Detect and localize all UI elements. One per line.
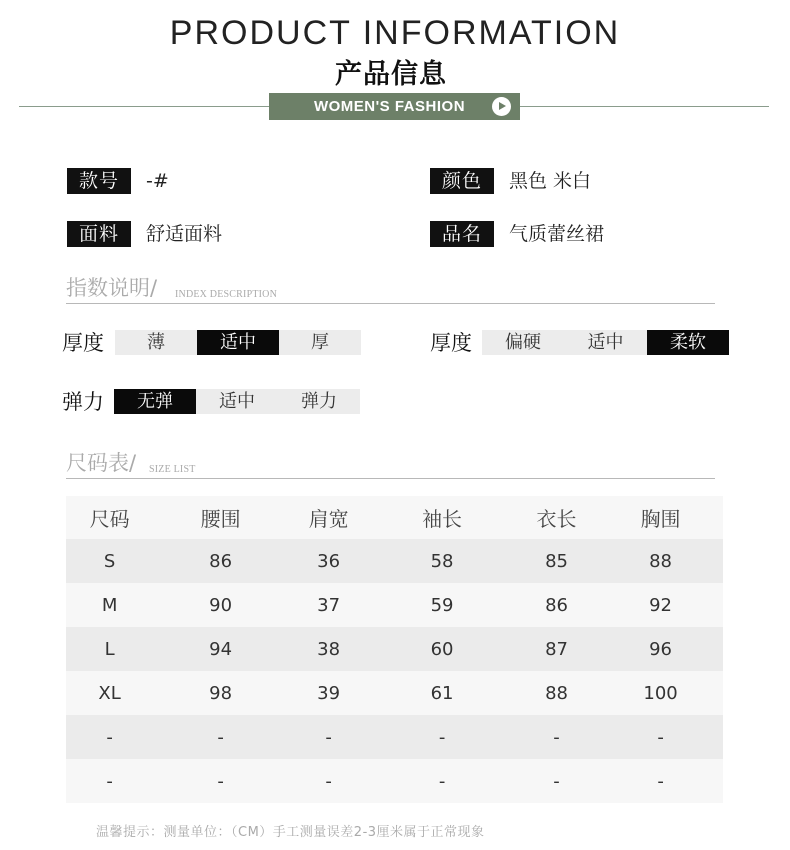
- table-cell: -: [106, 726, 113, 748]
- softness-option-medium: 适中: [564, 330, 647, 355]
- table-row: [66, 627, 723, 671]
- table-row: [66, 539, 723, 583]
- table-cell: 94: [209, 638, 233, 660]
- table-cell: 58: [430, 550, 454, 572]
- size-table: [66, 496, 723, 803]
- banner-label: WOMEN'S FASHION: [313, 98, 466, 115]
- fabric-value: 舒适面料: [146, 223, 223, 245]
- table-cell: 96: [649, 638, 673, 660]
- table-cell: 88: [545, 682, 568, 704]
- table-cell: 88: [649, 550, 673, 572]
- size-section-heading: [66, 453, 715, 479]
- table-row: [66, 759, 723, 803]
- measurement-note: 温馨提示：测量单位：（CM）手工测量误差2-3厘米属于正常现象: [96, 825, 485, 840]
- table-cell: 90: [209, 594, 233, 616]
- table-cell: -: [553, 726, 560, 748]
- softness-option-soft-selected: 柔软: [647, 330, 729, 355]
- softness-label: 厚度: [430, 331, 472, 355]
- thickness-option-thick: 厚: [279, 330, 361, 355]
- fabric-label: 面料: [67, 221, 131, 247]
- table-cell: 37: [317, 594, 341, 616]
- page-title-cn: 产品信息: [335, 59, 447, 90]
- column-header: 衣长: [536, 507, 577, 531]
- elasticity-option-stretch: 弹力: [278, 389, 360, 414]
- table-row: [66, 671, 723, 715]
- table-cell: -: [325, 726, 332, 748]
- table-cell: -: [657, 770, 664, 792]
- thickness-label: 厚度: [62, 331, 104, 355]
- size-heading-cn: 尺码表/: [66, 451, 137, 475]
- column-header: 尺码: [89, 507, 130, 531]
- table-cell: 38: [317, 638, 341, 660]
- table-cell: 100: [643, 682, 678, 704]
- style-no-label: 款号: [67, 168, 131, 194]
- table-cell: -: [325, 770, 332, 792]
- column-header: 胸围: [640, 507, 681, 531]
- table-cell: 86: [545, 594, 568, 616]
- table-cell: M: [101, 594, 118, 616]
- table-cell: S: [103, 550, 116, 572]
- page-title-en: PRODUCT INFORMATION: [169, 14, 621, 52]
- style-no-value: -#: [146, 170, 169, 192]
- softness-option-hard: 偏硬: [482, 330, 564, 355]
- table-cell: -: [553, 770, 560, 792]
- product-name-value: 气质蕾丝裙: [509, 223, 605, 245]
- table-cell: -: [438, 726, 446, 748]
- table-cell: 86: [209, 550, 233, 572]
- table-cell: -: [438, 770, 446, 792]
- table-cell: L: [104, 638, 115, 660]
- table-row: [66, 583, 723, 627]
- table-row: [66, 715, 723, 759]
- elasticity-label: 弹力: [62, 390, 104, 414]
- column-header: 肩宽: [308, 507, 349, 531]
- color-value: 黑色 米白: [509, 170, 592, 192]
- table-cell: 85: [545, 550, 568, 572]
- table-cell: 92: [649, 594, 673, 616]
- index-section-heading: [66, 278, 715, 304]
- table-cell: -: [217, 770, 224, 792]
- index-heading-cn: 指数说明/: [66, 276, 158, 300]
- thickness-option-thin: 薄: [115, 330, 197, 355]
- table-header-row: [66, 496, 723, 539]
- table-cell: 98: [209, 682, 233, 704]
- table-cell: 60: [430, 638, 454, 660]
- elasticity-option-none-selected: 无弹: [114, 389, 196, 414]
- table-cell: 36: [317, 550, 341, 572]
- table-cell: -: [217, 726, 224, 748]
- play-circle-icon: [492, 97, 511, 116]
- table-cell: 59: [430, 594, 454, 616]
- table-cell: 61: [430, 682, 454, 704]
- product-name-label: 品名: [430, 221, 494, 247]
- elasticity-option-medium: 适中: [196, 389, 278, 414]
- table-cell: 39: [317, 682, 341, 704]
- index-heading-en: INDEX DESCRIPTION: [175, 289, 278, 300]
- color-label: 颜色: [430, 168, 494, 194]
- category-banner: [269, 93, 520, 120]
- table-cell: -: [657, 726, 664, 748]
- table-cell: XL: [98, 682, 121, 704]
- size-heading-en: SIZE LIST: [149, 464, 196, 475]
- thickness-option-medium-selected: 适中: [197, 330, 279, 355]
- column-header: 腰围: [200, 507, 241, 531]
- column-header: 袖长: [422, 507, 463, 531]
- table-cell: -: [106, 770, 113, 792]
- table-cell: 87: [545, 638, 568, 660]
